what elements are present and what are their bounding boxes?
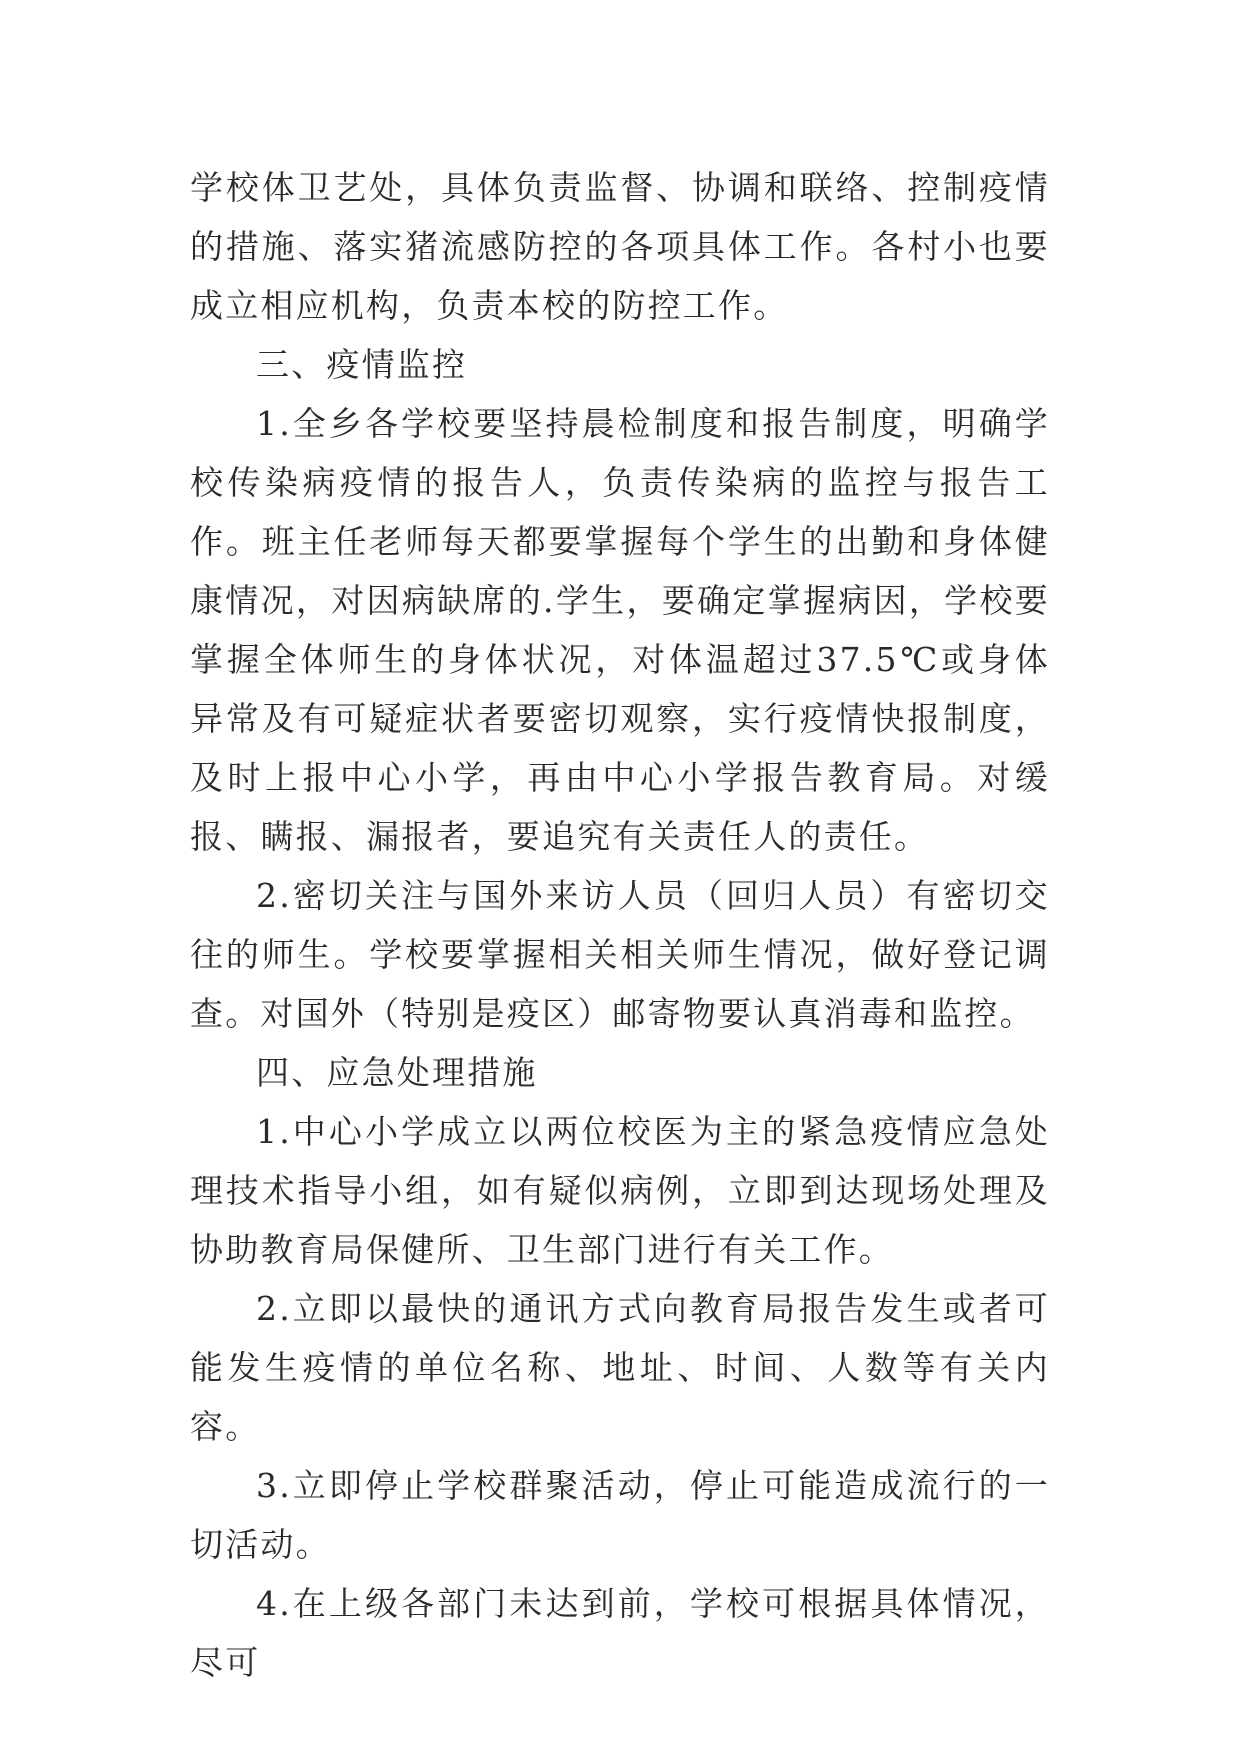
paragraph-emergency-item-1: 1.中心小学成立以两位校医为主的紧急疫情应急处理技术指导小组，如有疑似病例，立即到达现场处理及协助教育局保健所、卫生部门进行有关工作。 xyxy=(190,1112,1050,1269)
document-body xyxy=(190,158,1050,1692)
paragraph-emergency-item-2: 2.立即以最快的通讯方式向教育局报告发生或者可能发生疫情的单位名称、地址、时间、人数等有关内容。 xyxy=(190,1289,1050,1446)
paragraph-monitoring-item-1: 1.全乡各学校要坚持晨检制度和报告制度，明确学校传染病疫情的报告人，负责传染病的监控与报告工作。班主任老师每天都要掌握每个学生的出勤和身体健康情况，对因病缺席的.学生，要确定掌握病因，学校要掌握全体师生的身体状况，对体温超过37.5℃或身体异常及有可疑症状者要密切观察，实行疫情快报制度，及时上报中心小学，再由中心小学报告教育局。对缓报、瞒报、漏报者，要追究有关责任人的责任。 xyxy=(190,404,1050,856)
paragraph-monitoring-item-2: 2.密切关注与国外来访人员（回归人员）有密切交往的师生。学校要掌握相关相关师生情况，做好登记调查。对国外（特别是疫区）邮寄物要认真消毒和监控。 xyxy=(190,876,1050,1033)
section-heading-emergency-measures: 四、应急处理措施 xyxy=(256,1053,538,1092)
section-heading-epidemic-monitoring: 三、疫情监控 xyxy=(256,345,468,384)
paragraph-emergency-item-4: 4.在上级各部门未达到前，学校可根据具体情况，尽可 xyxy=(190,1584,1050,1682)
paragraph-continuation: 学校体卫艺处，具体负责监督、协调和联络、控制疫情的措施、落实猪流感防控的各项具体工作。各村小也要成立相应机构，负责本校的防控工作。 xyxy=(190,168,1050,325)
paragraph-emergency-item-3: 3.立即停止学校群聚活动，停止可能造成流行的一切活动。 xyxy=(190,1466,1050,1564)
